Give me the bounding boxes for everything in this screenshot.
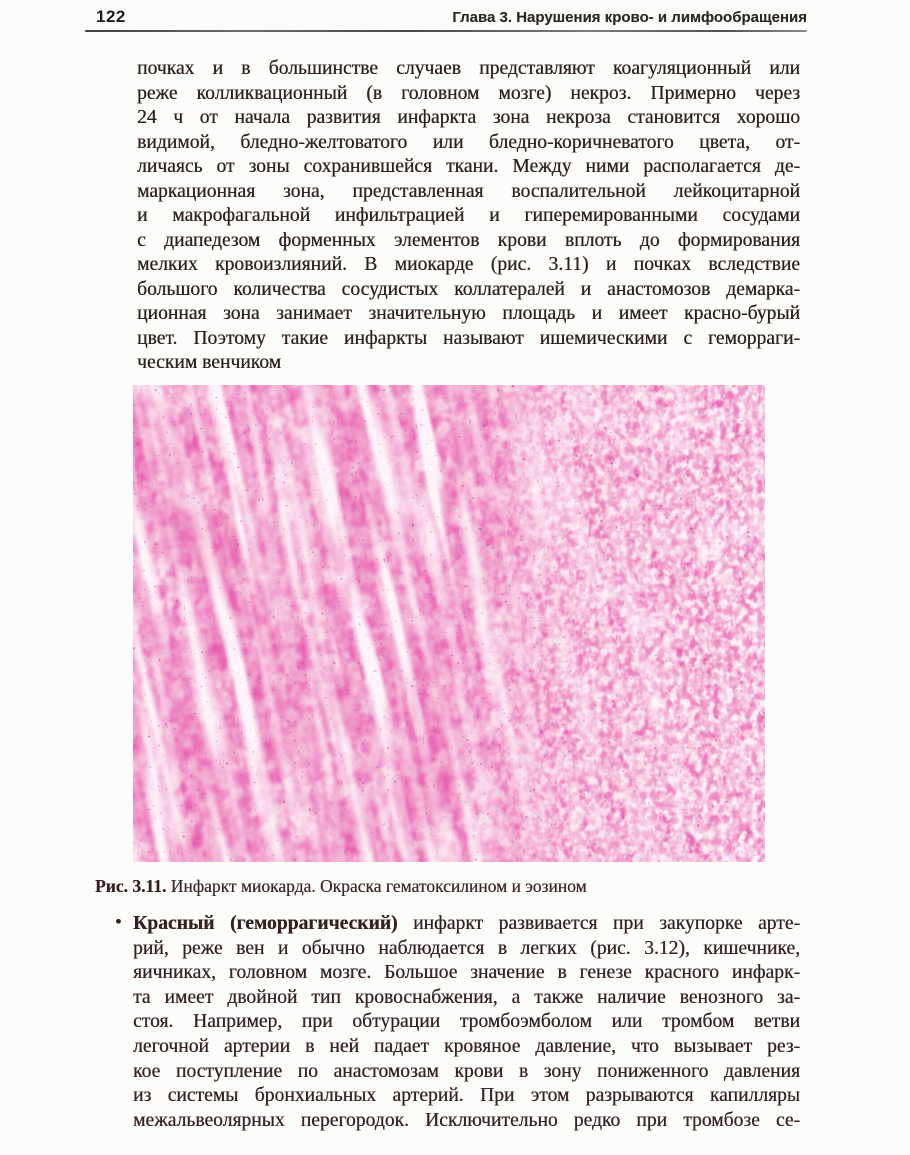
- text-line: большого количества сосудистых коллатералей и анастомозов демарка-: [137, 278, 800, 300]
- histology-nuclei-specks: [133, 385, 765, 862]
- histology-micrograph: [133, 385, 765, 862]
- text-line: межальвеолярных перегородок. Исключительно редко при тромбозе се-: [133, 1109, 800, 1131]
- text-line: и макрофагальной инфильтрацией и гиперемированными сосудами: [137, 205, 800, 226]
- page-number: 122: [96, 7, 126, 26]
- text-line: личаясь от зоны сохранившейся ткани. Между ними располагается де-: [137, 156, 800, 177]
- text-line: цвет. Поэтому такие инфаркты называют ишемическими с геморраги-: [137, 327, 800, 349]
- chapter-title: Глава 3. Нарушения крово- и лимфообращения: [452, 9, 807, 26]
- text-line: рий, реже вен и обычно наблюдается в легких (рис. 3.12), кишечнике,: [133, 937, 800, 959]
- figure-image-histology: [133, 385, 765, 862]
- text-line: яичниках, головном мозге. Большое значение в генезе красного инфарк-: [133, 962, 800, 984]
- text-line: 24 ч от начала развития инфаркта зона некроза становится хорошо: [137, 107, 800, 128]
- text-line: та имеет двойной тип кровоснабжения, а также наличие венозного за-: [133, 986, 800, 1008]
- text-line: ционная зона занимает значительную площадь и имеет красно-бурый: [137, 303, 800, 324]
- text-line: маркационная зона, представленная воспалительной лейкоцитарной: [137, 180, 800, 202]
- text-line: из системы бронхиальных артерий. При этом разрываются капилляры: [133, 1085, 800, 1107]
- header-rule: [85, 30, 807, 32]
- body-paragraph: [137, 57, 800, 376]
- text-line: мелких кровоизлияний. В миокарде (рис. 3.11) и почках вследствие: [137, 254, 800, 275]
- bullet-lines: [133, 937, 800, 1134]
- text-line: стоя. Например, при обтурации тромбоэмболом или тромбом ветви: [133, 1011, 800, 1033]
- bullet-lead-bold: Красный (геморрагический): [133, 913, 398, 934]
- text-line: видимой, бледно-желтоватого или бледно-коричневатого цвета, от-: [137, 131, 800, 153]
- figure-caption-text: Инфаркт миокарда. Окраска гематоксилином и эозином: [166, 876, 587, 896]
- bullet-marker: •: [115, 912, 122, 933]
- text-line: с диапедезом форменных элементов крови вплоть до формирования: [137, 229, 800, 251]
- text-line: реже колликвационный (в головном мозге) некроз. Примерно через: [137, 82, 800, 104]
- text-line: почках и в большинстве случаев представляют коагуляционный или: [137, 58, 800, 79]
- text-line: [133, 912, 800, 937]
- page-header: [95, 7, 807, 28]
- figure-caption-label: Рис. 3.11.: [95, 876, 167, 896]
- figure-caption: [95, 876, 805, 897]
- bullet-first-line-rest: инфаркт развивается при закупорке арте-: [397, 913, 800, 934]
- bullet-paragraph: [115, 912, 800, 1133]
- text-line: ческим венчиком: [137, 352, 282, 373]
- text-line: кое поступление по анастомозам крови в зону пониженного давления: [133, 1060, 800, 1082]
- text-line: легочной артерии в ней падает кровяное давление, что вызывает рез-: [133, 1035, 800, 1057]
